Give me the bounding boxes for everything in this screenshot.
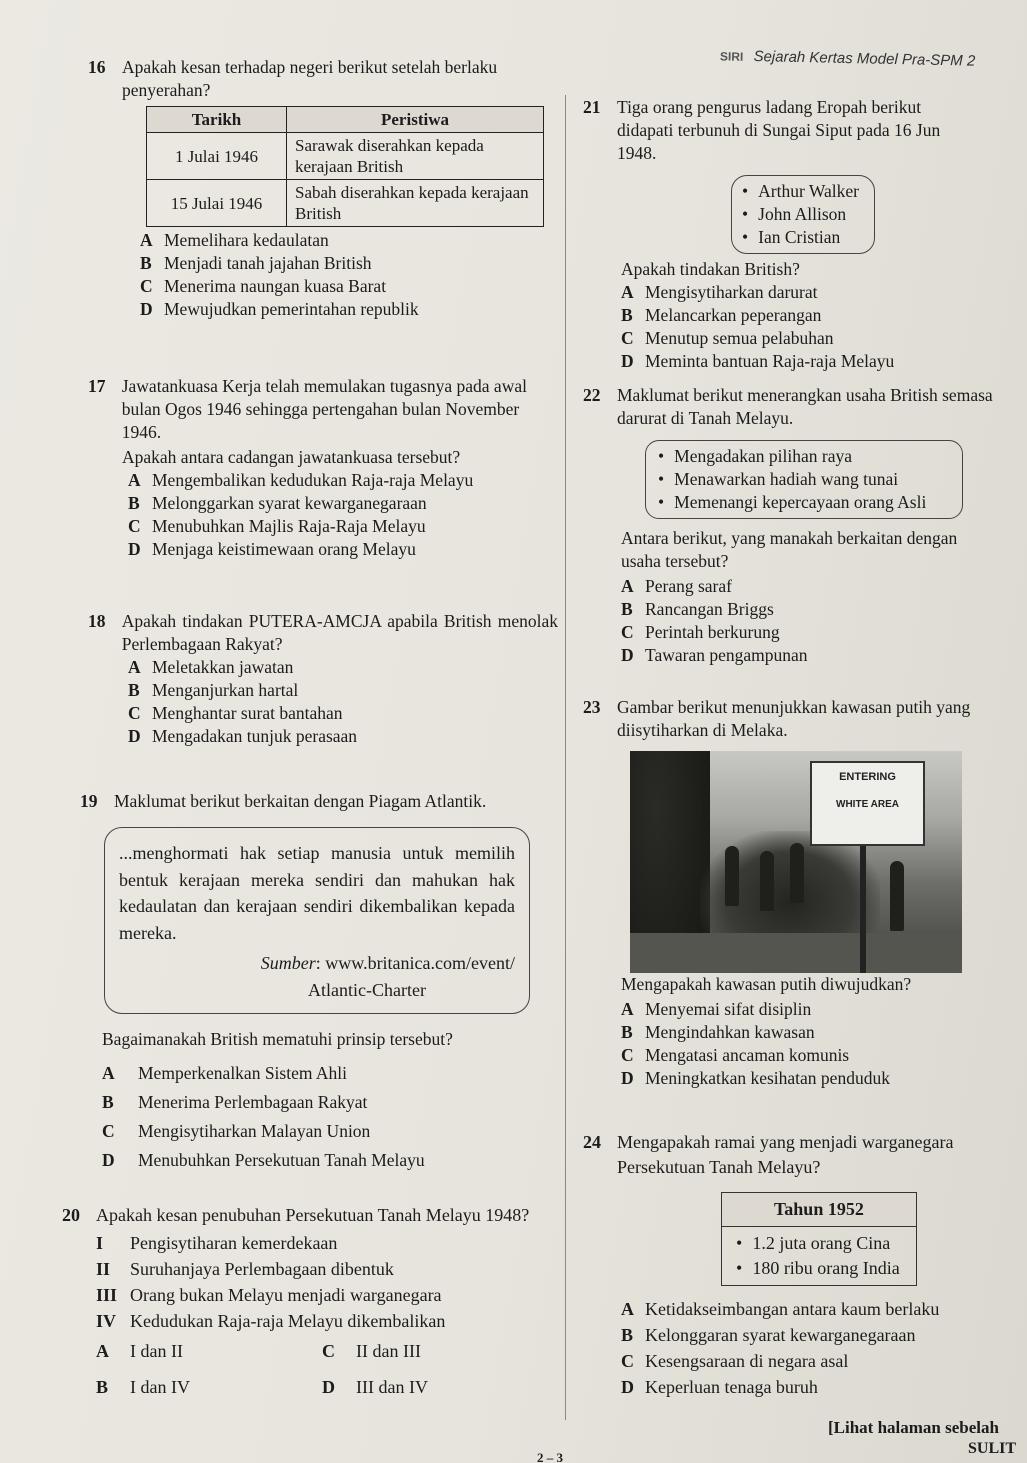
option-letter: D: [621, 645, 634, 665]
question-22: [583, 384, 1003, 667]
question-number: 17: [88, 376, 106, 396]
statement-i: [96, 1230, 558, 1256]
option-letter: B: [621, 1325, 634, 1345]
option-text: Meletakkan jawatan: [152, 657, 294, 677]
list-item: • Mengadakan pilihan raya: [658, 445, 950, 468]
info-box: [645, 440, 963, 519]
table-row: [147, 133, 544, 180]
option-letter: C: [621, 1351, 634, 1371]
question-24: [583, 1130, 1023, 1400]
option-text: Menutup semua pelabuhan: [645, 328, 834, 348]
option-b[interactable]: [102, 1088, 558, 1117]
option-text: Tawaran pengampunan: [645, 645, 808, 665]
table-cell: 1 Julai 1946: [147, 133, 287, 180]
option-text: II dan III: [356, 1341, 421, 1361]
citizenship-box: [721, 1192, 917, 1286]
question-number: 16: [88, 57, 106, 77]
option-letter: C: [128, 703, 141, 723]
option-text: Menjadi tanah jajahan British: [164, 253, 372, 273]
option-letter: D: [621, 351, 634, 371]
statement-numeral: I: [96, 1233, 104, 1253]
question-stem: Tiga orang pengurus ladang Eropah berikut didapati terbunuh di Sungai Siput pada 16 Jun 1948.: [617, 97, 941, 163]
question-ask: Apakah antara cadangan jawatankuasa tersebut?: [122, 447, 461, 467]
person-figure: [890, 861, 904, 931]
option-text: Menerima Perlembagaan Rakyat: [138, 1092, 368, 1112]
option-c[interactable]: [102, 1117, 558, 1146]
option-letter: B: [96, 1377, 109, 1397]
option-letter: A: [621, 1299, 634, 1319]
question-number: 20: [62, 1205, 80, 1225]
column-divider: [565, 95, 566, 1420]
option-letter: A: [140, 230, 153, 250]
box-title: Tahun 1952: [722, 1193, 916, 1227]
option-c[interactable]: [128, 515, 558, 538]
table-row: [147, 180, 544, 227]
person-figure: [725, 846, 739, 906]
option-text: Memelihara kedaulatan: [164, 230, 329, 250]
sign-line: ENTERING: [839, 771, 896, 783]
question-18: [88, 610, 558, 748]
person-figure: [790, 843, 804, 903]
sign-post: [860, 846, 866, 973]
option-c[interactable]: [621, 327, 983, 350]
list-item: • Arthur Walker: [742, 180, 864, 203]
question-16: [88, 56, 558, 321]
option-b[interactable]: [140, 252, 558, 275]
option-text: Menubuhkan Majlis Raja-Raja Melayu: [152, 516, 426, 536]
question-stem: Maklumat berikut menerangkan usaha British semasa darurat di Tanah Melayu.: [617, 385, 993, 428]
statement-numeral: II: [96, 1259, 111, 1279]
option-d[interactable]: [128, 725, 558, 748]
option-c[interactable]: [621, 1044, 1001, 1067]
question-21: [583, 96, 983, 373]
table-cell: Sabah diserahkan kepada kerajaan British: [287, 180, 544, 227]
statement-iv: [96, 1308, 558, 1334]
white-area-photo: [630, 751, 962, 973]
question-20: [62, 1202, 558, 1400]
next-page-note: [Lihat halaman sebelah: [828, 1418, 999, 1437]
question-stem: Maklumat berikut berkaitan dengan Piagam Atlantik.: [114, 791, 487, 811]
option-text: Perintah berkurung: [645, 622, 780, 642]
option-text: Keperluan tenaga buruh: [645, 1377, 818, 1397]
question-ask: Antara berikut, yang manakah berkaitan dengan usaha tersebut?: [621, 528, 958, 571]
statement-numeral: III: [96, 1285, 118, 1305]
option-d[interactable]: [621, 1067, 1001, 1090]
list-item: • 1.2 juta orang Cina: [736, 1231, 900, 1256]
question-number: 21: [583, 97, 601, 117]
option-text: Meningkatkan kesihatan penduduk: [645, 1068, 890, 1088]
option-text: Menubuhkan Persekutuan Tanah Melayu: [138, 1150, 425, 1170]
option-text: Melancarkan peperangan: [645, 305, 822, 325]
secret-label: SULIT: [968, 1440, 1017, 1457]
option-letter: B: [128, 680, 140, 700]
option-text: Mewujudkan pemerintahan republik: [164, 299, 419, 319]
option-d[interactable]: [102, 1146, 558, 1175]
option-letter: D: [621, 1377, 634, 1397]
option-text: Mengisytiharkan darurat: [645, 282, 818, 302]
option-letter: D: [140, 299, 153, 319]
option-text: Ketidakseimbangan antara kaum berlaku: [645, 1299, 940, 1319]
option-letter: C: [621, 328, 634, 348]
list-item: • 180 ribu orang India: [736, 1256, 900, 1281]
table-cell: Sarawak diserahkan kepada kerajaan British: [287, 133, 544, 180]
question-stem: Apakah kesan terhadap negeri berikut setelah berlaku penyerahan?: [122, 57, 498, 100]
source-label: Sumber: [260, 953, 316, 973]
option-letter: B: [102, 1092, 114, 1112]
option-letter: D: [621, 1068, 634, 1088]
question-ask: Bagaimanakah British mematuhi prinsip tersebut?: [102, 1029, 453, 1049]
option-text: Kelonggaran syarat kewarganegaraan: [645, 1325, 916, 1345]
option-letter: C: [128, 516, 141, 536]
option-letter: C: [322, 1341, 335, 1361]
quote-source: [119, 950, 515, 977]
quote-box: [104, 827, 530, 1014]
list-item: • Memenangi kepercayaan orang Asli: [658, 491, 950, 514]
option-text: Menerima naungan kuasa Barat: [164, 276, 387, 296]
page-number: 2 – 3: [537, 1450, 563, 1463]
question-stem: Apakah tindakan PUTERA-AMCJA apabila British menolak Perlembagaan Rakyat?: [121, 611, 558, 654]
question-ask: Apakah tindakan British?: [621, 259, 800, 279]
option-letter: A: [621, 999, 634, 1019]
option-letter: B: [621, 1022, 633, 1042]
option-text: Kesengsaraan di negara asal: [645, 1351, 849, 1371]
source-url: : www.britanica.com/event/: [315, 953, 515, 973]
option-a[interactable]: [621, 281, 983, 304]
list-item: • Ian Cristian: [742, 226, 864, 249]
option-c[interactable]: [140, 275, 558, 298]
option-d[interactable]: [128, 538, 558, 561]
question-number: 24: [583, 1132, 601, 1152]
option-text: III dan IV: [356, 1377, 428, 1397]
question-stem: Mengapakah ramai yang menjadi warganegara Persekutuan Tanah Melayu?: [617, 1132, 954, 1177]
option-b[interactable]: [621, 598, 1003, 621]
option-b[interactable]: [621, 304, 983, 327]
option-a[interactable]: [128, 469, 558, 492]
option-letter: B: [128, 493, 140, 513]
option-b[interactable]: [96, 1374, 322, 1400]
option-text: Mengadakan tunjuk perasaan: [152, 726, 358, 746]
option-letter: A: [621, 282, 634, 302]
question-number: 19: [80, 791, 98, 811]
question-17: [88, 375, 558, 561]
option-text: Menjaga keistimewaan orang Melayu: [152, 539, 416, 559]
option-letter: D: [102, 1150, 115, 1170]
option-a[interactable]: [102, 1059, 558, 1088]
option-letter: B: [621, 599, 633, 619]
statement-iii: [96, 1282, 558, 1308]
sign-line: WHITE AREA: [836, 799, 899, 810]
option-d[interactable]: [621, 1374, 1023, 1400]
option-letter: B: [621, 305, 633, 325]
option-letter: C: [621, 1045, 634, 1065]
question-number: 23: [583, 697, 601, 717]
option-text: Mengembalikan kedudukan Raja-raja Melayu: [152, 470, 474, 490]
option-text: Memperkenalkan Sistem Ahli: [138, 1063, 347, 1083]
option-text: Mengisytiharkan Malayan Union: [138, 1121, 371, 1141]
option-text: Melonggarkan syarat kewarganegaraan: [152, 493, 427, 513]
option-letter: C: [140, 276, 153, 296]
question-23-options: [621, 973, 1001, 1090]
question-stem: Gambar berikut menunjukkan kawasan putih yang diisytiharkan di Melaka.: [617, 697, 971, 740]
option-text: I dan II: [130, 1341, 183, 1361]
question-number: 18: [88, 611, 106, 631]
source-url-cont: Atlantic-Charter: [308, 979, 426, 1000]
question-23: [583, 696, 1003, 742]
option-text: Rancangan Briggs: [645, 599, 774, 619]
option-letter: C: [102, 1121, 115, 1141]
option-d[interactable]: [621, 350, 983, 373]
table-header: Peristiwa: [287, 107, 544, 133]
statement-ii: [96, 1256, 558, 1282]
option-c[interactable]: [322, 1338, 522, 1364]
option-a[interactable]: [96, 1338, 322, 1364]
quote-text: ...menghormati hak setiap manusia untuk memilih bentuk kerajaan mereka sendiri dan mahukan hak kedaulatan dan kerajaan sendiri dikembalikan kepada mereka.: [119, 843, 515, 943]
statement-text: Suruhanjaya Perlembagaan dibentuk: [130, 1259, 394, 1279]
person-figure: [760, 851, 774, 911]
event-table: [146, 106, 544, 227]
option-text: Perang saraf: [645, 576, 732, 596]
option-text: Menghantar surat bantahan: [152, 703, 343, 723]
option-letter: D: [128, 539, 141, 559]
option-letter: A: [96, 1341, 109, 1361]
option-d[interactable]: [621, 644, 1003, 667]
option-text: Menganjurkan hartal: [152, 680, 299, 700]
option-a[interactable]: [621, 575, 1003, 598]
option-a[interactable]: [140, 229, 558, 252]
list-item: • John Allison: [742, 203, 864, 226]
brand-logo: SIRI: [719, 49, 744, 64]
option-letter: C: [621, 622, 634, 642]
option-text: Mengatasi ancaman komunis: [645, 1045, 850, 1065]
question-19: [80, 790, 558, 1175]
list-item: • Menawarkan hadiah wang tunai: [658, 468, 950, 491]
option-letter: D: [128, 726, 141, 746]
option-b[interactable]: [128, 679, 558, 702]
option-d[interactable]: [322, 1374, 522, 1400]
option-text: Mengindahkan kawasan: [645, 1022, 815, 1042]
option-a[interactable]: [621, 998, 1001, 1021]
option-b[interactable]: [128, 492, 558, 515]
paper-title: Sejarah Kertas Model Pra-SPM 2: [753, 48, 976, 70]
table-header: Tarikh: [147, 107, 287, 133]
option-a[interactable]: [621, 1296, 1023, 1322]
option-letter: A: [128, 657, 141, 677]
option-text: I dan IV: [130, 1377, 190, 1397]
option-c[interactable]: [621, 621, 1003, 644]
option-c[interactable]: [621, 1348, 1023, 1374]
option-b[interactable]: [621, 1322, 1023, 1348]
option-letter: A: [621, 576, 634, 596]
question-stem: Apakah kesan penubuhan Persekutuan Tanah Melayu 1948?: [96, 1205, 530, 1225]
question-ask: Mengapakah kawasan putih diwujudkan?: [621, 974, 912, 994]
option-a[interactable]: [128, 656, 558, 679]
option-text: Meminta bantuan Raja-raja Melayu: [645, 351, 895, 371]
option-letter: A: [102, 1063, 115, 1083]
option-letter: B: [140, 253, 152, 273]
statement-text: Kedudukan Raja-raja Melayu dikembalikan: [130, 1311, 446, 1331]
question-stem: Jawatankuasa Kerja telah memulakan tugasnya pada awal bulan Ogos 1946 sehingga pertengahan bulan November 1946.: [121, 376, 527, 442]
question-number: 22: [583, 385, 601, 405]
page-header: [720, 47, 976, 69]
option-text: Menyemai sifat disiplin: [645, 999, 812, 1019]
statement-text: Orang bukan Melayu menjadi warganegara: [130, 1285, 442, 1305]
names-box: [731, 175, 875, 254]
option-letter: D: [322, 1377, 335, 1397]
statement-text: Pengisytiharan kemerdekaan: [130, 1233, 338, 1253]
table-cell: 15 Julai 1946: [147, 180, 287, 227]
option-b[interactable]: [621, 1021, 1001, 1044]
statement-numeral: IV: [96, 1311, 117, 1331]
white-area-sign: [810, 761, 925, 846]
ground-shape: [630, 933, 962, 973]
option-d[interactable]: [140, 298, 558, 321]
option-letter: A: [128, 470, 141, 490]
option-c[interactable]: [128, 702, 558, 725]
